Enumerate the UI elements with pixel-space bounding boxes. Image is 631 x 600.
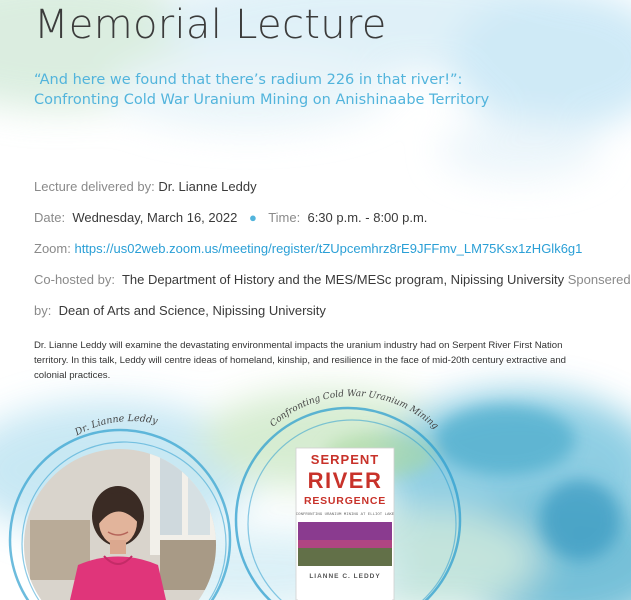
time-label: Time: <box>268 210 301 225</box>
lecturer-value: Dr. Lianne Leddy <box>158 179 257 194</box>
book-caption: Confronting Cold War Uranium Mining <box>268 388 440 432</box>
svg-text:Dr. Lianne Leddy <box>72 413 159 439</box>
portrait-caption: Dr. Lianne Leddy <box>73 413 159 439</box>
book-title-line-1: SERPENT <box>310 452 380 467</box>
subtitle-line-2: Confronting Cold War Uranium Mining on Anishinaabe Territory <box>34 92 490 108</box>
zoom-link[interactable]: https://us02web.zoom.us/meeting/register/tZUpcemhrz8rE9JFFmv_LM75Ksx1zHGlk6g1 <box>74 241 583 256</box>
page-title: Memorial Lecture <box>34 2 387 48</box>
sponsor-label-part-b: by: <box>34 303 52 318</box>
date-value: Wednesday, March 16, 2022 <box>72 210 238 225</box>
book-title-line-3: RESURGENCE <box>303 495 387 507</box>
book-subtitle: CONFRONTING URANIUM MINING AT ELLIOT LAKE <box>295 513 395 517</box>
cohost-label: Co-hosted by: <box>34 272 115 287</box>
time-value: 6:30 p.m. - 8:00 p.m. <box>307 210 428 225</box>
sponsor-value: Dean of Arts and Science, Nipissing University <box>58 303 326 318</box>
lecture-description: Dr. Lianne Leddy will examine the devastating environmental impacts the uranium industry had on Serpent River First Nation territory. In this talk, Leddy will centre ideas of homeland, kinship, and resilience in the face of mid-20th century extractive and colonial practices. <box>34 340 567 381</box>
subtitle-line-1: “And here we found that there’s radium 226 in that river!”: <box>34 72 463 88</box>
book-title-line-2: RIVER <box>307 468 383 493</box>
sponsor-label-part-a: Sponsered <box>567 272 631 287</box>
zoom-label: Zoom: <box>34 241 71 256</box>
lecturer-label: Lecture delivered by: <box>34 179 155 194</box>
book-author: LIANNE C. LEDDY <box>309 573 381 580</box>
separator-dot-icon: ● <box>248 210 257 225</box>
book-cover <box>296 448 395 600</box>
cohost-value: The Department of History and the MES/MESc program, Nipissing University <box>121 272 565 287</box>
date-label: Date: <box>34 210 66 225</box>
svg-text:Confronting Cold War Uranium M <box>268 389 440 432</box>
